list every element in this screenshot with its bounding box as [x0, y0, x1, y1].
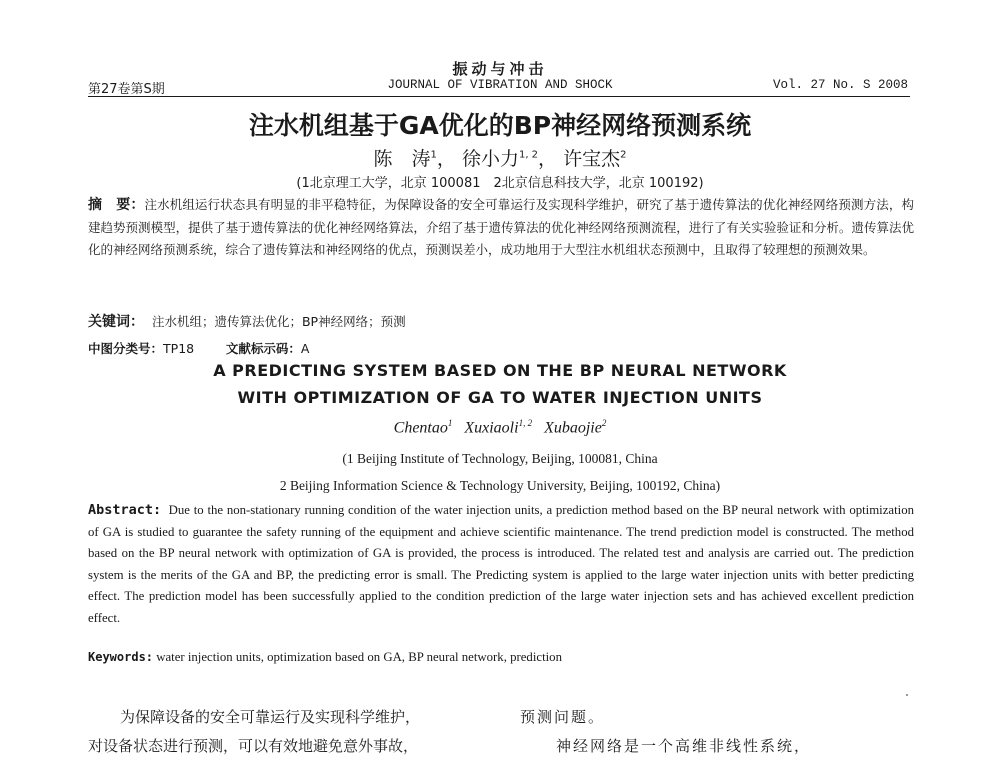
keywords-en-label: Keywords:: [88, 650, 154, 664]
body-left-line-1: 为保障设备的安全可靠运行及实现科学维护，: [120, 708, 421, 726]
classification-code: TP18: [163, 341, 195, 356]
journal-name-en: JOURNAL OF VIBRATION AND SHOCK: [387, 78, 613, 92]
affiliation-en-1: (1 Beijing Institute of Technology, Beijing, 100081, China: [342, 451, 658, 466]
author-name: 徐小力: [461, 148, 519, 170]
abstract-en-label: Abstract:: [88, 502, 162, 518]
keywords-cn-label: 关键词：: [88, 314, 144, 330]
author-name-en: Chentao: [393, 419, 448, 437]
keywords-cn: [88, 311, 406, 331]
paper-title-cn: 注水机组基于GA优化的BP神经网络预测系统: [248, 111, 752, 140]
paper-title-en-line2: WITH OPTIMIZATION OF GA TO WATER INJECTION UNITS: [237, 388, 763, 407]
classification-line: [88, 339, 309, 357]
keywords-en-text: water injection units, optimization based on GA, BP neural network, prediction: [156, 650, 562, 664]
author-name: 陈 涛: [373, 148, 431, 170]
author-affiliation-mark: 2: [620, 149, 627, 161]
affiliation-en-2: 2 Beijing Information Science & Technology University, Beijing, 100192, China): [279, 478, 721, 493]
volume-en: Vol. 27 No. S 2008: [772, 78, 908, 92]
header-rule: [88, 96, 910, 97]
body-right-line-1: 预测问题。: [520, 708, 606, 726]
author-name-en: Xuxiaoli: [464, 419, 519, 437]
author-affiliation-mark-en: 2: [601, 418, 607, 428]
abstract-cn-label: 摘 要：: [88, 197, 145, 213]
abstract-cn-text: 注水机组运行状态具有明显的非平稳特征，为保障设备的安全可靠运行及实现科学维护，研究了基于遗传算法的优化神经网络预测方法，构建趋势预测模型，提供了基于遗传算法的优化神经网络算法，介绍了基于遗传算法的优化神经网络预测流程，进行了有关实验验证和分析。遗传算法优化的神经网络预测系统，综合了遗传算法和神经网络的优点，预测误差小，成功地用于大型注水机组状态预测中，且取得了较理想的预测效果。: [88, 197, 914, 258]
author-name-en: Xubaojie: [544, 419, 602, 437]
author-affiliation-mark-en: 1: [447, 418, 453, 428]
authors-cn: 陈 涛$^1$， 徐小力$^{1, 2}$， 许宝杰$^2$: [373, 148, 627, 170]
doc-code: A: [300, 341, 310, 356]
affiliation-cn: (1北京理工大学，北京 100081 2北京信息科技大学，北京 100192): [296, 176, 704, 191]
abstract-cn: [88, 194, 914, 262]
journal-name-cn: 振动与冲击: [452, 60, 548, 78]
authors-en: [0, 418, 1000, 437]
author-affiliation-mark-en: 1, 2: [518, 418, 533, 428]
author-affiliation-mark: 1: [430, 149, 437, 161]
doc-code-label: 文献标示码：: [225, 341, 301, 356]
author-affiliation-mark: 1, 2: [518, 149, 539, 161]
issue-cn: 第27卷第S期: [88, 82, 165, 97]
classification-label: 中图分类号：: [88, 341, 164, 356]
keywords-cn-text: 注水机组；遗传算法优化；BP神经网络；预测: [151, 314, 406, 329]
scan-speck: [906, 694, 908, 696]
keywords-en: [88, 650, 562, 665]
body-right-line-2: 神经网络是一个高维非线性系统，: [556, 737, 812, 755]
abstract-en: [88, 500, 914, 629]
author-name: 许宝杰: [563, 148, 621, 170]
paper-title-en-line1: A PREDICTING SYSTEM BASED ON THE BP NEURAL NETWORK: [213, 361, 787, 380]
body-left-line-2: 对设备状态进行预测，可以有效地避免意外事故，: [88, 737, 419, 755]
abstract-en-text: Due to the non-stationary running condition of the water injection units, a prediction method based on the BP neural network with optimization of GA is studied to guarantee the safety running of the equipment and achieve scientific maintenance. The trend prediction model is constructed. The method based on the BP neural network with optimization of GA is provided, the process is introduced. The related test and analysis are carried out. The prediction system is the merits of the GA and BP, the predicting error is small. The Predicting system is applied to the large water injection units with better predicting effect. The prediction model has been successfully applied to the condition prediction of the large water injection sets and has achieved excellent prediction effect.: [88, 503, 915, 625]
